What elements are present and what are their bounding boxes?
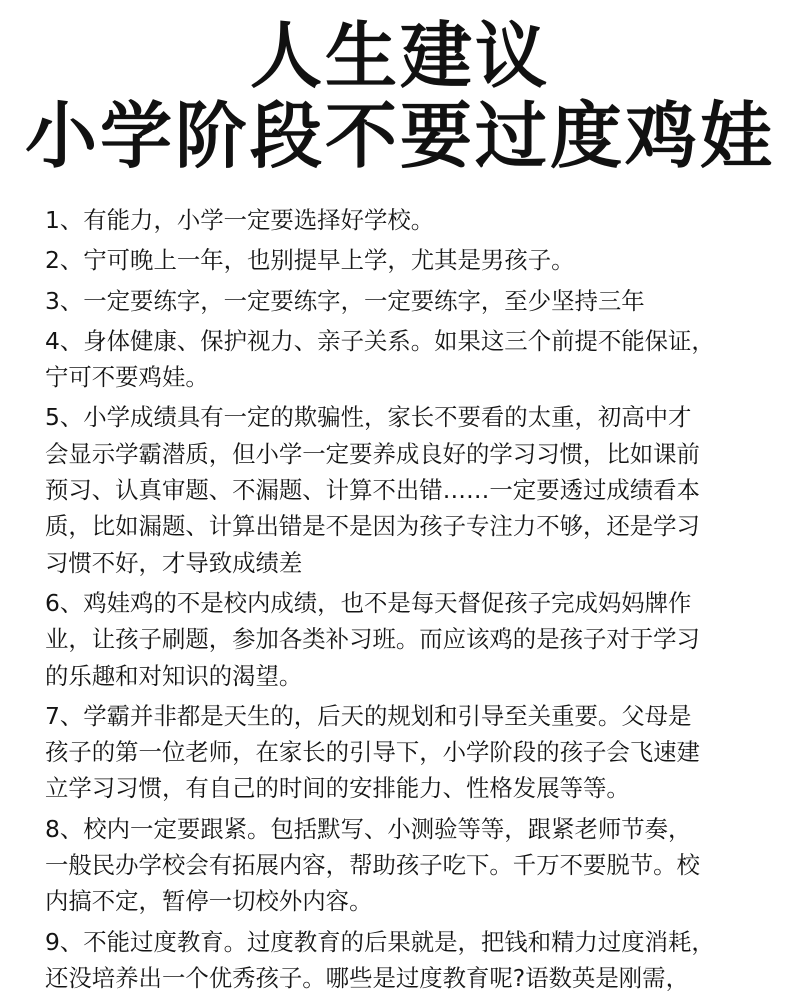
advice-item-6 [45,585,765,694]
advice-item-7 [45,698,765,807]
advice-line: 立学习习惯，有自己的时间的安排能力、性格发展等等。 [45,774,630,803]
advice-line: 1、有能力，小学一定要选择好学校。 [45,206,435,234]
advice-line: 还没培养出一个优秀孩子。哪些是过度教育呢?语数英是刚需， [45,963,689,992]
advice-line: 预习、认真审题、不漏题、计算不出错……一定要透过成绩看本 [45,476,700,505]
advice-line: 一般民办学校会有拓展内容，帮助孩子吃下。千万不要脱节。校 [45,851,700,880]
advice-item-1 [45,202,765,238]
advice-line: 质，比如漏题、计算出错是不是因为孩子专注力不够，还是学习 [45,512,700,541]
advice-line: 会显示学霸潜质，但小学一定要养成良好的学习习惯，比如课前 [45,439,700,468]
advice-item-8 [45,811,765,920]
advice-item-3 [45,283,765,319]
advice-line: 9、不能过度教育。过度教育的后果就是，把钱和精力过度消耗， [45,927,715,956]
advice-line: 5、小学成绩具有一定的欺骗性，家长不要看的太重，初高中才 [45,403,692,432]
advice-item-2 [45,242,765,278]
title-line-2: 小学阶段不要过度鸡娃 [24,94,775,178]
advice-line: 业，让孩子刷题，参加各类补习班。而应该鸡的是孩子对于学习 [45,625,700,654]
advice-item-5 [45,399,765,580]
advice-line: 6、鸡娃鸡的不是校内成绩，也不是每天督促孩子完成妈妈牌作 [45,588,692,617]
advice-line: 3、一定要练字，一定要练字，一定要练字，至少坚持三年 [45,286,645,315]
advice-line: 7、学霸并非都是天生的，后天的规划和引导至关重要。父母是 [45,701,692,730]
advice-item-4 [45,323,765,396]
advice-line: 2、宁可晚上一年，也别提早上学，尤其是男孩子。 [45,246,575,275]
advice-line: 4、身体健康、保护视力、亲子关系。如果这三个前提不能保证， [45,326,715,355]
advice-line: 习惯不好，才导致成绩差 [45,548,303,577]
advice-line: 的乐趣和对知识的渴望。 [45,661,303,690]
advice-list [45,202,765,1000]
advice-line: 孩子的第一位老师，在家长的引导下，小学阶段的孩子会飞速建 [45,738,700,767]
advice-line: 宁可不要鸡娃。 [45,363,209,392]
advice-line: 内搞不定，暂停一切校外内容。 [45,887,373,916]
advice-item-9 [45,924,765,997]
advice-line: 8、校内一定要跟紧。包括默写、小测验等等，跟紧老师节奏， [45,814,692,843]
title-line-1: 人生建议 [249,14,550,98]
